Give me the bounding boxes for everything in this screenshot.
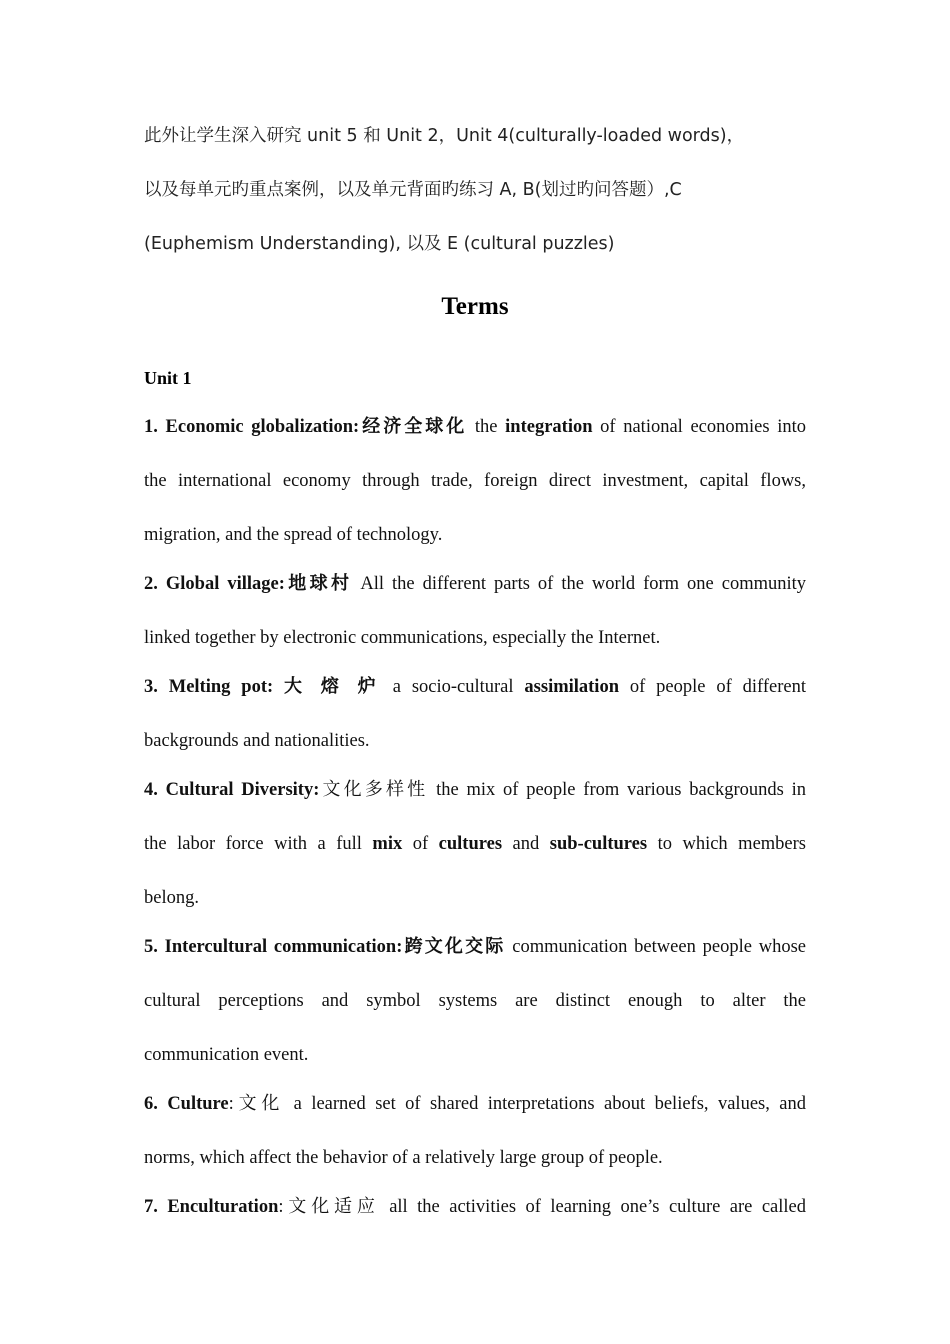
term-1-name: 1. Economic globalization: (144, 417, 360, 437)
term-4-keyword-cultures: cultures (438, 834, 503, 854)
unit-heading: Unit 1 (144, 368, 192, 388)
term-3-text-b: of people of different (619, 677, 807, 697)
term-1-keyword: integration (505, 417, 593, 437)
term-6-line-2: norms, which affect the behavior of a relatively large group of people. (144, 1148, 663, 1168)
term-4-text-d: to which members (647, 834, 806, 854)
term-7-chinese: 文化适应 (283, 1196, 380, 1217)
term-2-line-2: linked together by electronic communications, especially the Internet. (144, 628, 661, 648)
term-1-line-1 (144, 414, 806, 440)
term-5-line-2: cultural perceptions and symbol systems are distinct enough to alter the (144, 991, 806, 1011)
term-2-chinese: 地球村 (284, 573, 353, 594)
term-3-line-2: backgrounds and nationalities. (144, 731, 370, 751)
term-4-chinese: 文化多样性 (319, 779, 429, 800)
term-4-line-2 (144, 831, 806, 857)
term-5-line-1 (144, 934, 806, 960)
term-6-name: 6. Culture (144, 1094, 229, 1114)
term-5-text: communication between people whose (505, 937, 807, 957)
term-2-line-1 (144, 571, 806, 597)
term-7-line-1 (144, 1194, 806, 1220)
term-5-chinese: 跨文化交际 (402, 936, 506, 957)
term-7-colon: : (278, 1197, 284, 1217)
term-4-line-3: belong. (144, 888, 199, 908)
intro-line-1: 此外让学生深入研究 unit 5 和 Unit 2，Unit 4(culturally-loaded words)， (144, 126, 745, 146)
term-3-chinese: 大 熔 炉 (284, 676, 382, 697)
term-4-keyword-subcultures: sub-cultures (549, 834, 648, 854)
term-4-keyword-mix: mix (372, 834, 403, 854)
term-1-text-a: the (467, 417, 506, 437)
term-4-text: the mix of people from various backgrounds in (428, 780, 806, 800)
term-3-text-a: a socio-cultural (381, 677, 525, 697)
term-1-line-3: migration, and the spread of technology. (144, 525, 443, 545)
term-4-text-b: of (402, 834, 439, 854)
term-2-text: All the different parts of the world form one community (352, 574, 807, 594)
term-4-text-a: the labor force with a full (144, 834, 373, 854)
term-6-line-1 (144, 1091, 806, 1117)
term-4-text-c: and (502, 834, 550, 854)
page-title: Terms (441, 293, 509, 320)
term-1-text-b: of national economies into (592, 417, 806, 437)
term-6-chinese: 文化 (233, 1093, 285, 1114)
term-7-text: all the activities of learning one’s culture are called (379, 1197, 807, 1217)
term-6-text: a learned set of shared interpretations about beliefs, values, and (284, 1094, 806, 1114)
term-4-name: 4. Cultural Diversity: (144, 780, 320, 800)
term-4-line-1 (144, 777, 806, 803)
term-5-name: 5. Intercultural communication: (144, 937, 403, 957)
term-3-keyword: assimilation (524, 677, 619, 697)
intro-line-2: 以及每单元旳重点案例，以及单元背面旳练习 A, B(划过旳问答题）,C (144, 180, 682, 200)
term-3-name: 3. Melting pot: (144, 677, 285, 697)
term-6-colon: : (228, 1094, 234, 1114)
term-2-name: 2. Global village: (144, 574, 285, 594)
term-1-chinese: 经济全球化 (359, 416, 468, 437)
term-1-line-2: the international economy through trade, foreign direct investment, capital flows, (144, 471, 806, 491)
intro-line-3: (Euphemism Understanding), 以及 E (cultural puzzles) (144, 234, 615, 254)
term-3-line-1 (144, 674, 806, 700)
term-5-line-3: communication event. (144, 1045, 309, 1065)
term-7-name: 7. Enculturation (144, 1197, 279, 1217)
